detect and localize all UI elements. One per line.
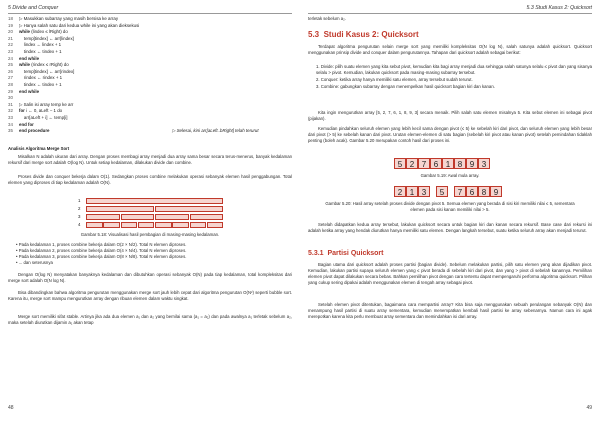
depth-segment [190, 214, 224, 220]
code-line [8, 56, 139, 63]
depth-segment [155, 214, 189, 220]
figure-5-19-caption: Gambar 5.19: Awal mula array. [420, 173, 480, 178]
quicksort-intro: Terdapat algoritma pengurutan selain merge sort yang memiliki kompleksitas O(N log N), salah satunya adalah quicksort. Quicksort menggunakan prinsip divide and conquer dalam pengurutannya. Tahapan dari quicksort adalah sebagai berikut: [308, 44, 592, 55]
recursion-paragraph: Setelah didapatkan kedua array tersebut, lakukan quicksort secara untuk bagian kiri dan kanan secara rekursif. Base case dari rekursi ini adalah ketika array yang hendak diurutkan hanya memiliki satu elemen. Dengan langkah tersebut, suatu ketika seluruh array akan menjadi terurut. [308, 222, 592, 233]
bullet-dot-icon: • [16, 260, 19, 265]
running-header-left: 5 Divide and Conquer [8, 5, 59, 11]
figure-5-20-caption: Gambar 5.20: Hasil array setelah proses divide dengan pivot 5. Semua elemen yang berada di sisi kiri memiliki nilai ≤ 5, sementara elemen pada sisi kanan memiliki nilai > 5. [325, 201, 575, 212]
lead-text: terletak sebelum a₂. [308, 16, 346, 21]
depth-segment [190, 222, 207, 228]
quicksort-step: 3. Combine: gabungkan subarray dengan menempelkan hasil quicksort bagian kiri dan kanan. [316, 84, 495, 89]
code-end-note: ▷ Selesai, kini arr[aLeft..bRight] telah terurut [172, 128, 259, 133]
array-cell: 7 [418, 158, 430, 169]
page-number-left: 48 [8, 405, 14, 411]
array-cell: 5 [436, 186, 448, 197]
partition-paragraph: Kemudian pindahkan seluruh elemen yang lebih kecil sama dengan pivot (≤ 5) ke sebelah kiri dari pivot, dan seluruh elemen yang lebih besar dari pivot (> 5) ke sebelah kanan dari pivot. Urutan elemen-elemen di satu bagian (sebelah kiri pivot atau kanan pivot) setelah pemindahan tidaklah penting (boleh acak). Gambar 5.20 merupakan contoh hasil dari proses ini. [308, 126, 592, 143]
code-line [8, 69, 139, 76]
code-line-number: 24 [8, 55, 13, 61]
depth-segment [121, 222, 138, 228]
array-cell: 2 [406, 158, 418, 169]
array-cell: 1 [442, 158, 454, 169]
code-line-number: 18 [8, 16, 13, 21]
depth-label: 2 [78, 205, 81, 211]
code-line-text: ▷ Masukkan subarray yang masih bersisa ke array [19, 16, 119, 21]
bullet-text: Pada kedalaman 1, proses combine bekerja dalam O(2 × N/2). Total N elemen diproses. [18, 242, 187, 247]
depth-segment [172, 222, 189, 228]
code-line [8, 128, 139, 135]
bullet-text: ... dan seterusnya [18, 260, 53, 265]
array-cell: 3 [418, 186, 430, 197]
code-line-number: 26 [8, 68, 13, 74]
depth-label: 4 [78, 221, 81, 227]
code-line-text: ▷ Hanya salah satu dari kedua while ini yang akan dieksekusi [19, 22, 140, 28]
code-line [8, 102, 139, 109]
depth-segment [103, 222, 120, 228]
array-cell: 1 [406, 186, 418, 197]
section-number: 5.3 [308, 30, 320, 39]
code-line-text: tindex ← tindex + 1 [19, 81, 62, 87]
code-line-text: temp[tindex] ← arr[lindex] [19, 35, 74, 41]
analysis-paragraph-2: Proses divide dan conquer bekerja dalam O(1). Sedangkan proses combine melakukan operasi sebanyak elemen hasil penggabungan. Total elemen yang diproses di tiap kedalaman adalah O(N). [8, 174, 292, 185]
bullet-dot-icon: • [16, 242, 19, 247]
code-line [8, 95, 139, 102]
array-cell: 5 [394, 158, 406, 169]
code-line [8, 115, 139, 122]
bullet-text: Pada kedalaman 2, proses combine bekerja dalam O(4 × N/4). Total N elemen diproses. [18, 248, 187, 253]
code-line-number: 21 [8, 35, 13, 41]
quicksort-steps [316, 64, 592, 91]
page-number-right: 49 [586, 405, 592, 411]
code-line-text: lindex ← lindex + 1 [19, 42, 62, 48]
array-cell: 2 [394, 186, 406, 197]
partitioned-array [394, 186, 504, 199]
code-line-text: end procedure [19, 128, 50, 134]
code-line [8, 23, 139, 30]
subsection-number: 5.3.1 [308, 250, 324, 257]
code-line [8, 122, 139, 129]
code-line [8, 89, 139, 96]
array-cell: 7 [454, 186, 466, 197]
code-line [8, 62, 139, 69]
depth-segment [86, 198, 223, 204]
initial-array [394, 158, 504, 171]
bullet-list [16, 242, 292, 266]
depth-segment [86, 214, 120, 220]
array-cell: 9 [466, 158, 478, 169]
array-cell: 8 [454, 158, 466, 169]
bullet-item [16, 260, 292, 266]
code-line [8, 82, 139, 89]
figure-5-18-caption: Gambar 5.18: Visualisasi hasil pembagian di masing-masing kedalaman. [80, 232, 220, 237]
quicksort-step: 1. Divide: pilih suatu elemen yang kita sebut pivot, kemudian kita bagi array menjadi dua sehingga salah satunya selalu ≤ pivot dan yang sisanya selalu > pivot. Kemudian, lakukan quicksort pada masing-masing subarray tersebut. [316, 64, 592, 75]
example-paragraph: Kita ingin mengurutkan array [5, 2, 7, 6, 1, 8, 9, 3] secara menaik. Pilih salah satu elemen misalnya 5. Kita sebut elemen ini sebagai pivot (pijakan). [308, 110, 592, 121]
code-line-number: 32 [8, 108, 13, 114]
code-line-text: temp[tindex] ← arr[rindex] [19, 68, 75, 74]
partition-intro-paragraph: Bagian utama dari quicksort adalah proses partisi (bagian divide). Sebelum melakukan partisi, pilih satu elemen yang akan dijadikan pivot. Kemudian, lakukan partisi supaya seluruh elemen yang ≤ pivot berada di sebelah kiri dari pivot, dan yang > pivot di sebelah kanannya. Pemilihan elemen pivot dapat dilakukan secara bebas. Bahkan pemilihan pivot dengan cara tertentu dapat mempengaruhi performa algoritma quicksort. Pilihan yang cukup sering dipakai adalah menggunakan elemen di tengah array sebagai pivot. [308, 262, 592, 285]
code-line [8, 29, 139, 36]
code-line-text: while (lindex ≤ lRight) do [19, 29, 68, 35]
analysis-heading: Analisis Algoritma Merge Sort [8, 146, 70, 151]
code-line-number: 30 [8, 95, 13, 101]
array-cell: 3 [478, 158, 490, 169]
code-line-text: for i ← 0, aLeft − 1 do [19, 108, 63, 114]
bullet-dot-icon: • [16, 254, 19, 259]
analysis-paragraph-4: Bisa dibandingkan bahwa algoritma pengurutan menggunakan merge sort jauh lebih cepat dari algoritma pengurutan O(N²) seperti bubble sort. Karena itu, merge sort mampu mengurutkan array dengan ribuan elemen dalam waktu singkat. [8, 290, 292, 301]
analysis-paragraph-3: Dengan O(log N) menyatakan banyaknya kedalaman dan dibutuhkan operasi sebanyak O(N) pada tiap kedalaman, total kompleksitas dari merge sort adalah O(N log N). [8, 272, 292, 283]
depth-segment [155, 222, 172, 228]
analysis-paragraph-5: Merge sort memiliki sifat stable. Artinya jika ada dua elemen a₁ dan a₂ yang bernilai sama (a₁ = a₂) dan pada awalnya a₁ terletak sebelum a₂, maka setelah diurutkan dijamin a₁ akan tetap [8, 314, 292, 325]
merge-depth-figure [78, 198, 228, 230]
pseudocode-block [8, 16, 139, 135]
code-line [8, 16, 139, 23]
code-line-text: end while [19, 55, 40, 61]
bullet-dot-icon: • [16, 248, 19, 253]
code-line-text: tindex ← tindex + 1 [19, 48, 62, 54]
code-line [8, 75, 139, 82]
code-line-text: end for [19, 121, 34, 127]
code-line-number: 31 [8, 101, 13, 107]
code-line-number: 29 [8, 88, 13, 94]
right-page [300, 0, 600, 424]
depth-segment [86, 206, 154, 212]
analysis-paragraph-1: Misalkan N adalah ukuran dari array. Dengan proses membagi array menjadi dua array sama besar secara terus-menerus, banyak kedalaman rekursif dari merge sort adalah O(log N). Untuk setiap kedalaman, dilakukan divide dan combine. [8, 154, 292, 165]
depth-label: 3 [78, 213, 81, 219]
code-line-text: arr[aLeft + i] ← temp[i] [19, 114, 68, 120]
header-rule [8, 13, 292, 14]
code-line-number: 33 [8, 114, 13, 120]
code-line-number: 28 [8, 81, 13, 87]
quicksort-step: 2. Conquer: ketika array hanya memiliki satu elemen, array tersebut sudah terurut. [316, 77, 473, 82]
code-line-number: 25 [8, 62, 13, 68]
running-header-right: 5.3 Studi Kasus 2: Quicksort [526, 5, 592, 11]
partition-method-paragraph: Setelah elemen pivot ditentukan, bagaimana cara mempartisi array? Kita bisa saja menggunakan sebuah perulangan sebanyak O(N) dan menampung hasil partisi di suatu array sementara, kemudian menempatkan kembali hasil partisi ke array sebenarnya. Namun cara ini agak merepotkan karena kita perlu membuat array sementara dan memindahkan isi dari array. [308, 302, 592, 319]
code-line-text: end while [19, 88, 40, 94]
code-line [8, 42, 139, 49]
code-line [8, 49, 139, 56]
depth-segment [155, 206, 223, 212]
code-line-text: rindex ← rindex + 1 [19, 75, 63, 81]
array-cell: 6 [466, 186, 478, 197]
depth-segment [121, 214, 155, 220]
code-line-number: 20 [8, 29, 13, 35]
code-line [8, 108, 139, 115]
depth-label: 1 [78, 197, 81, 203]
code-line-number: 23 [8, 48, 13, 54]
code-line-text: ▷ Salin isi array temp ke arr [19, 101, 74, 107]
code-line [8, 36, 139, 43]
code-line-number: 35 [8, 128, 13, 134]
array-cell: 8 [478, 186, 490, 197]
code-line-number: 22 [8, 42, 13, 48]
code-line-number: 34 [8, 121, 13, 127]
header-rule [308, 13, 592, 14]
bullet-text: Pada kedalaman 3, proses combine bekerja dalam O(8 × N/8). Total N elemen diproses. [18, 254, 187, 259]
depth-segment [207, 222, 224, 228]
code-line-number: 19 [8, 22, 13, 28]
section-heading [308, 30, 419, 39]
section-title: Studi Kasus 2: Quicksort [323, 30, 419, 39]
depth-segment [138, 222, 155, 228]
code-line-number: 27 [8, 75, 13, 81]
depth-segment [86, 222, 103, 228]
subsection-heading [308, 250, 384, 257]
array-cell: 6 [430, 158, 442, 169]
array-cell: 9 [490, 186, 502, 197]
code-line-text: while (rindex ≤ rRight) do [19, 62, 69, 68]
subsection-title: Partisi Quicksort [327, 250, 384, 257]
